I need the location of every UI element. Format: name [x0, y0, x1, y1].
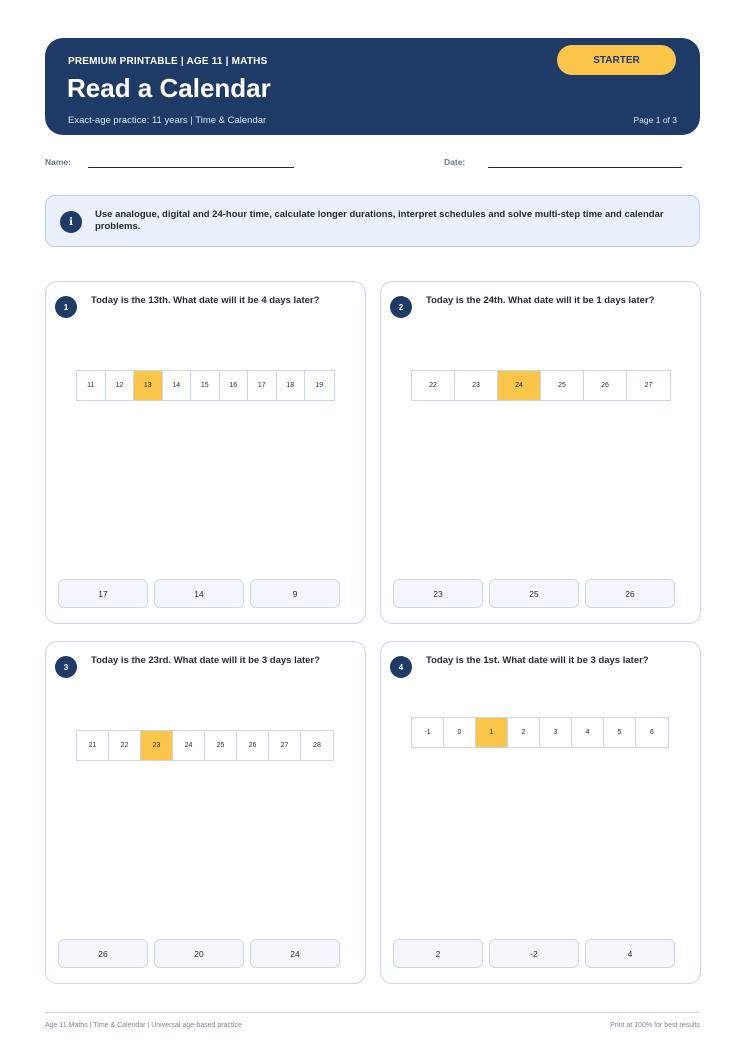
- answer-options: [393, 939, 675, 968]
- calendar-cell: 25: [541, 371, 584, 400]
- calendar-cell-today: 13: [134, 371, 163, 400]
- calendar-cell: 26: [584, 371, 627, 400]
- calendar-cell: 0: [444, 718, 476, 747]
- question-number: 2: [390, 296, 412, 318]
- calendar-cell: -1: [412, 718, 444, 747]
- answer-option[interactable]: 23: [393, 579, 483, 608]
- answer-options: [58, 939, 340, 968]
- answer-option[interactable]: 9: [250, 579, 340, 608]
- calendar-cell: 27: [627, 371, 670, 400]
- question-text: Today is the 1st. What date will it be 3 days later?: [426, 655, 649, 666]
- question-text: Today is the 24th. What date will it be 1 days later?: [426, 295, 655, 306]
- calendar-cell: 17: [248, 371, 277, 400]
- question-card-1: [45, 281, 366, 624]
- answer-option[interactable]: 20: [154, 939, 244, 968]
- calendar-cell: 22: [109, 731, 141, 760]
- answer-options: [58, 579, 340, 608]
- name-label: Name:: [45, 157, 71, 167]
- answer-option[interactable]: 2: [393, 939, 483, 968]
- answer-option[interactable]: 24: [250, 939, 340, 968]
- calendar-cell: 23: [455, 371, 498, 400]
- calendar-cell: 19: [305, 371, 334, 400]
- question-card-4: [380, 641, 701, 984]
- calendar-cell: 16: [220, 371, 249, 400]
- info-box: [45, 195, 700, 247]
- header-eyebrow: PREMIUM PRINTABLE | AGE 11 | MATHS: [68, 56, 268, 67]
- calendar-cell: 12: [106, 371, 135, 400]
- header-subtitle: Exact-age practice: 11 years | Time & Calendar: [68, 115, 267, 126]
- info-icon: i: [60, 211, 82, 233]
- answer-options: [393, 579, 675, 608]
- date-field[interactable]: [488, 167, 682, 168]
- calendar-strip: [411, 717, 669, 748]
- calendar-cell: 26: [237, 731, 269, 760]
- calendar-cell: 24: [173, 731, 205, 760]
- calendar-cell: 5: [604, 718, 636, 747]
- calendar-strip: [411, 370, 671, 401]
- calendar-cell: 27: [269, 731, 301, 760]
- date-label: Date:: [444, 157, 466, 167]
- answer-option[interactable]: -2: [489, 939, 579, 968]
- calendar-cell-today: 23: [141, 731, 173, 760]
- question-number: 3: [55, 656, 77, 678]
- page-title: Read a Calendar: [67, 73, 271, 103]
- answer-option[interactable]: 25: [489, 579, 579, 608]
- calendar-cell: 21: [77, 731, 109, 760]
- question-number: 1: [55, 296, 77, 318]
- question-card-2: [380, 281, 701, 624]
- footer-divider: [45, 1012, 700, 1013]
- question-number: 4: [390, 656, 412, 678]
- calendar-cell: 28: [301, 731, 333, 760]
- footer-left-text: Age 11 Maths | Time & Calendar | Universal age-based practice: [45, 1022, 242, 1029]
- name-field[interactable]: [88, 167, 294, 168]
- calendar-cell: 2: [508, 718, 540, 747]
- answer-option[interactable]: 4: [585, 939, 675, 968]
- answer-option[interactable]: 26: [58, 939, 148, 968]
- calendar-strip: [76, 730, 334, 761]
- calendar-cell: 6: [636, 718, 668, 747]
- header-banner: [45, 38, 700, 135]
- calendar-cell: 3: [540, 718, 572, 747]
- calendar-cell: 15: [191, 371, 220, 400]
- page-number: Page 1 of 3: [633, 115, 677, 125]
- calendar-cell-today: 24: [498, 371, 541, 400]
- calendar-cell: 4: [572, 718, 604, 747]
- calendar-cell: 14: [163, 371, 192, 400]
- level-badge: STARTER: [557, 45, 676, 75]
- footer-right-text: Print at 100% for best results: [610, 1022, 700, 1029]
- calendar-cell: 22: [412, 371, 455, 400]
- question-card-3: [45, 641, 366, 984]
- answer-option[interactable]: 14: [154, 579, 244, 608]
- calendar-cell: 18: [277, 371, 306, 400]
- calendar-strip: [76, 370, 335, 401]
- question-text: Today is the 13th. What date will it be 4 days later?: [91, 295, 320, 306]
- question-text: Today is the 23rd. What date will it be 3 days later?: [91, 655, 320, 666]
- calendar-cell-today: 1: [476, 718, 508, 747]
- answer-option[interactable]: 17: [58, 579, 148, 608]
- calendar-cell: 11: [77, 371, 106, 400]
- info-text: Use analogue, digital and 24-hour time, calculate longer durations, interpret schedules and solve multi-step time and calendar problems.: [95, 209, 664, 232]
- calendar-cell: 25: [205, 731, 237, 760]
- answer-option[interactable]: 26: [585, 579, 675, 608]
